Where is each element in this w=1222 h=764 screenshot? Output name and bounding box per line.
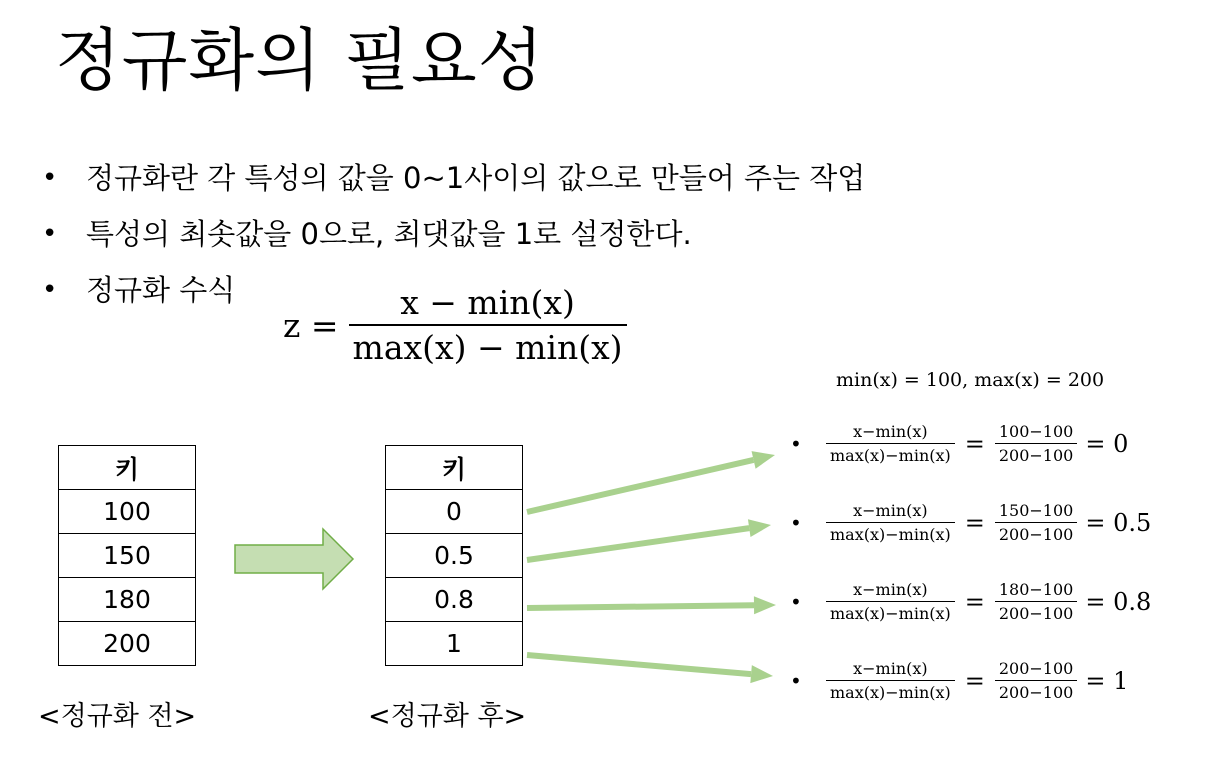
bullet-dot-icon: • — [42, 275, 58, 305]
equals-sign: = — [964, 508, 985, 537]
calc-fraction-values — [995, 422, 1077, 465]
equals-sign: = — [964, 429, 985, 458]
formula-denominator: max(x) − min(x) — [349, 324, 627, 367]
table-cell: 0 — [386, 490, 523, 534]
calc-den: max(x)−min(x) — [826, 601, 955, 623]
bullet-dot-icon: • — [790, 431, 802, 456]
table-cell: 150 — [59, 534, 196, 578]
bullet-dot-icon: • — [790, 510, 802, 535]
block-arrow-icon — [235, 529, 353, 589]
table-cell: 200 — [59, 622, 196, 666]
calc-num-values: 180−100 — [998, 580, 1074, 599]
bullet-dot-icon: • — [42, 219, 58, 249]
calc-row — [790, 422, 1128, 465]
calc-den-values: 200−100 — [995, 601, 1077, 623]
bullet-dot-icon: • — [790, 668, 802, 693]
formula-lhs: z = — [283, 305, 339, 345]
page-title: 정규화의 필요성 — [55, 22, 545, 101]
calc-fraction-values — [995, 501, 1077, 544]
table-cell: 0.8 — [386, 578, 523, 622]
calc-den-values: 200−100 — [995, 680, 1077, 702]
calc-result: = 1 — [1085, 666, 1129, 695]
calc-num: x−min(x) — [853, 580, 928, 599]
table-header: 키 — [386, 446, 523, 490]
calc-num: x−min(x) — [853, 659, 928, 678]
calc-result: = 0 — [1085, 429, 1129, 458]
calc-row — [790, 580, 1151, 623]
table-cell: 100 — [59, 490, 196, 534]
calc-den: max(x)−min(x) — [826, 522, 955, 544]
connector-arrow-line — [527, 655, 751, 674]
calc-num: x−min(x) — [853, 422, 928, 441]
equals-sign: = — [964, 587, 985, 616]
calc-fraction-values — [995, 659, 1077, 702]
formula-numerator: x − min(x) — [400, 283, 575, 322]
table-header: 키 — [59, 446, 196, 490]
calc-fraction-values — [995, 580, 1077, 623]
arrowhead-icon — [752, 451, 775, 469]
caption-before: <정규화 전> — [38, 701, 197, 732]
table-cell: 0.5 — [386, 534, 523, 578]
table-cell: 180 — [59, 578, 196, 622]
arrowhead-icon — [750, 665, 773, 683]
line-arrows — [527, 451, 776, 683]
connector-arrow-line — [527, 528, 749, 560]
calc-den-values: 200−100 — [995, 443, 1077, 465]
arrowhead-icon — [748, 519, 771, 537]
caption-after: <정규화 후> — [368, 701, 527, 732]
bullet-text: 정규화란 각 특성의 값을 0~1사이의 값으로 만들어 주는 작업 — [86, 161, 866, 195]
calc-num-values: 150−100 — [998, 501, 1074, 520]
arrowhead-icon — [754, 596, 776, 614]
equals-sign: = — [964, 666, 985, 695]
table-cell: 1 — [386, 622, 523, 666]
calc-den: max(x)−min(x) — [826, 443, 955, 465]
calc-num-values: 200−100 — [998, 659, 1074, 678]
calc-num-values: 100−100 — [998, 422, 1074, 441]
calc-fraction — [826, 422, 955, 465]
calc-num: x−min(x) — [853, 501, 928, 520]
calc-den-values: 200−100 — [995, 522, 1077, 544]
connector-arrow-line — [527, 460, 754, 512]
calc-fraction — [826, 501, 955, 544]
bullet-dot-icon: • — [790, 589, 802, 614]
calc-row — [790, 501, 1151, 544]
bullet-text: 정규화 수식 — [86, 273, 236, 307]
calc-row — [790, 659, 1128, 702]
calc-fraction — [826, 659, 955, 702]
minmax-note: min(x) = 100, max(x) = 200 — [836, 369, 1105, 391]
calc-result: = 0.8 — [1085, 587, 1152, 616]
connector-arrow-line — [527, 605, 754, 608]
bullet-dot-icon: • — [42, 163, 58, 193]
calc-den: max(x)−min(x) — [826, 680, 955, 702]
bullet-text: 특성의 최솟값을 0으로, 최댓값을 1로 설정한다. — [86, 217, 692, 251]
calc-result: = 0.5 — [1085, 508, 1152, 537]
calc-fraction — [826, 580, 955, 623]
